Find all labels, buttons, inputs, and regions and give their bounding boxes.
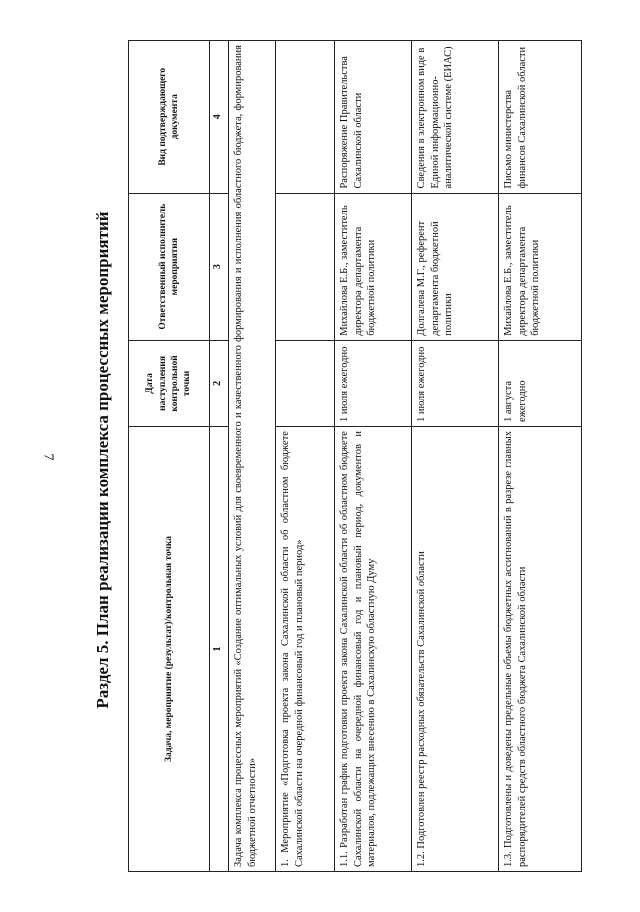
cell-date: 1 июля ежегодно xyxy=(412,340,499,426)
rotated-content xyxy=(84,40,604,880)
cell-document: Распоряжение Правительства Сахалинской области xyxy=(335,41,412,194)
cell-event: 1.3. Подготовлены и доведены предельные объемы бюджетных ассигнований в разрезе главных распорядителей средств областного бюджета Сахалинской области xyxy=(499,427,582,872)
cell-date xyxy=(276,340,335,426)
cell-date: 1 июля ежегодно xyxy=(335,340,412,426)
column-number: 1 xyxy=(210,427,229,872)
cell-event: 1.2. Подготовлен реестр расходных обязательств Сахалинской области xyxy=(412,427,499,872)
cell-event: 1. Мероприятие «Подготовка проекта закона Сахалинской области об областном бюджете Сахалинской области на очередной финансовый год и плановый период» xyxy=(276,427,335,872)
cell-document: Сведения в электронном виде в Единой информационно-аналитической системе (ЕИАС) xyxy=(412,41,499,194)
table-row xyxy=(412,41,499,872)
column-header: Вид подтверждающего документа xyxy=(129,41,210,194)
page-number: 7 xyxy=(40,453,56,461)
cell-document xyxy=(276,41,335,194)
plan-table xyxy=(128,40,582,872)
column-number: 2 xyxy=(210,340,229,426)
table-header-row xyxy=(129,41,210,872)
cell-document: Письмо министерства финансов Сахалинской области xyxy=(499,41,582,194)
cell-date: 1 августа ежегодно xyxy=(499,340,582,426)
column-header: Задача, мероприятие (результат)/контрольная точка xyxy=(129,427,210,872)
column-header: Дата наступления контрольной точки xyxy=(129,340,210,426)
column-number: 3 xyxy=(210,193,229,340)
cell-executor: Долгалева М.Г., референт департамента бюджетной политики xyxy=(412,193,499,340)
task-row xyxy=(229,41,276,872)
cell-event: 1.1. Разработан график подготовки проекта закона Сахалинской области об областном бюджете Сахалинской области на очередной финансовый год и плановый период, документов и материалов, подлежащих внесению в Сахалинскую областную Думу xyxy=(335,427,412,872)
column-header: Ответственный исполнитель мероприятия xyxy=(129,193,210,340)
cell-executor xyxy=(276,193,335,340)
column-number-row xyxy=(210,41,229,872)
task-cell: Задача комплекса процессных мероприятий «Создание оптимальных условий для своевременного и качественного формирования и исполнения областного бюджета, формирования бюджетной отчетности» xyxy=(229,41,276,872)
table-row xyxy=(276,41,335,872)
table-row xyxy=(335,41,412,872)
section-title: Раздел 5. План реализации комплекса процессных мероприятий xyxy=(93,211,112,709)
column-number: 4 xyxy=(210,41,229,194)
cell-executor: Михайлова Е.Б., заместитель директора департамента бюджетной политики xyxy=(499,193,582,340)
table-row xyxy=(499,41,582,872)
cell-executor: Михайлова Е.Б., заместитель директора департамента бюджетной политики xyxy=(335,193,412,340)
